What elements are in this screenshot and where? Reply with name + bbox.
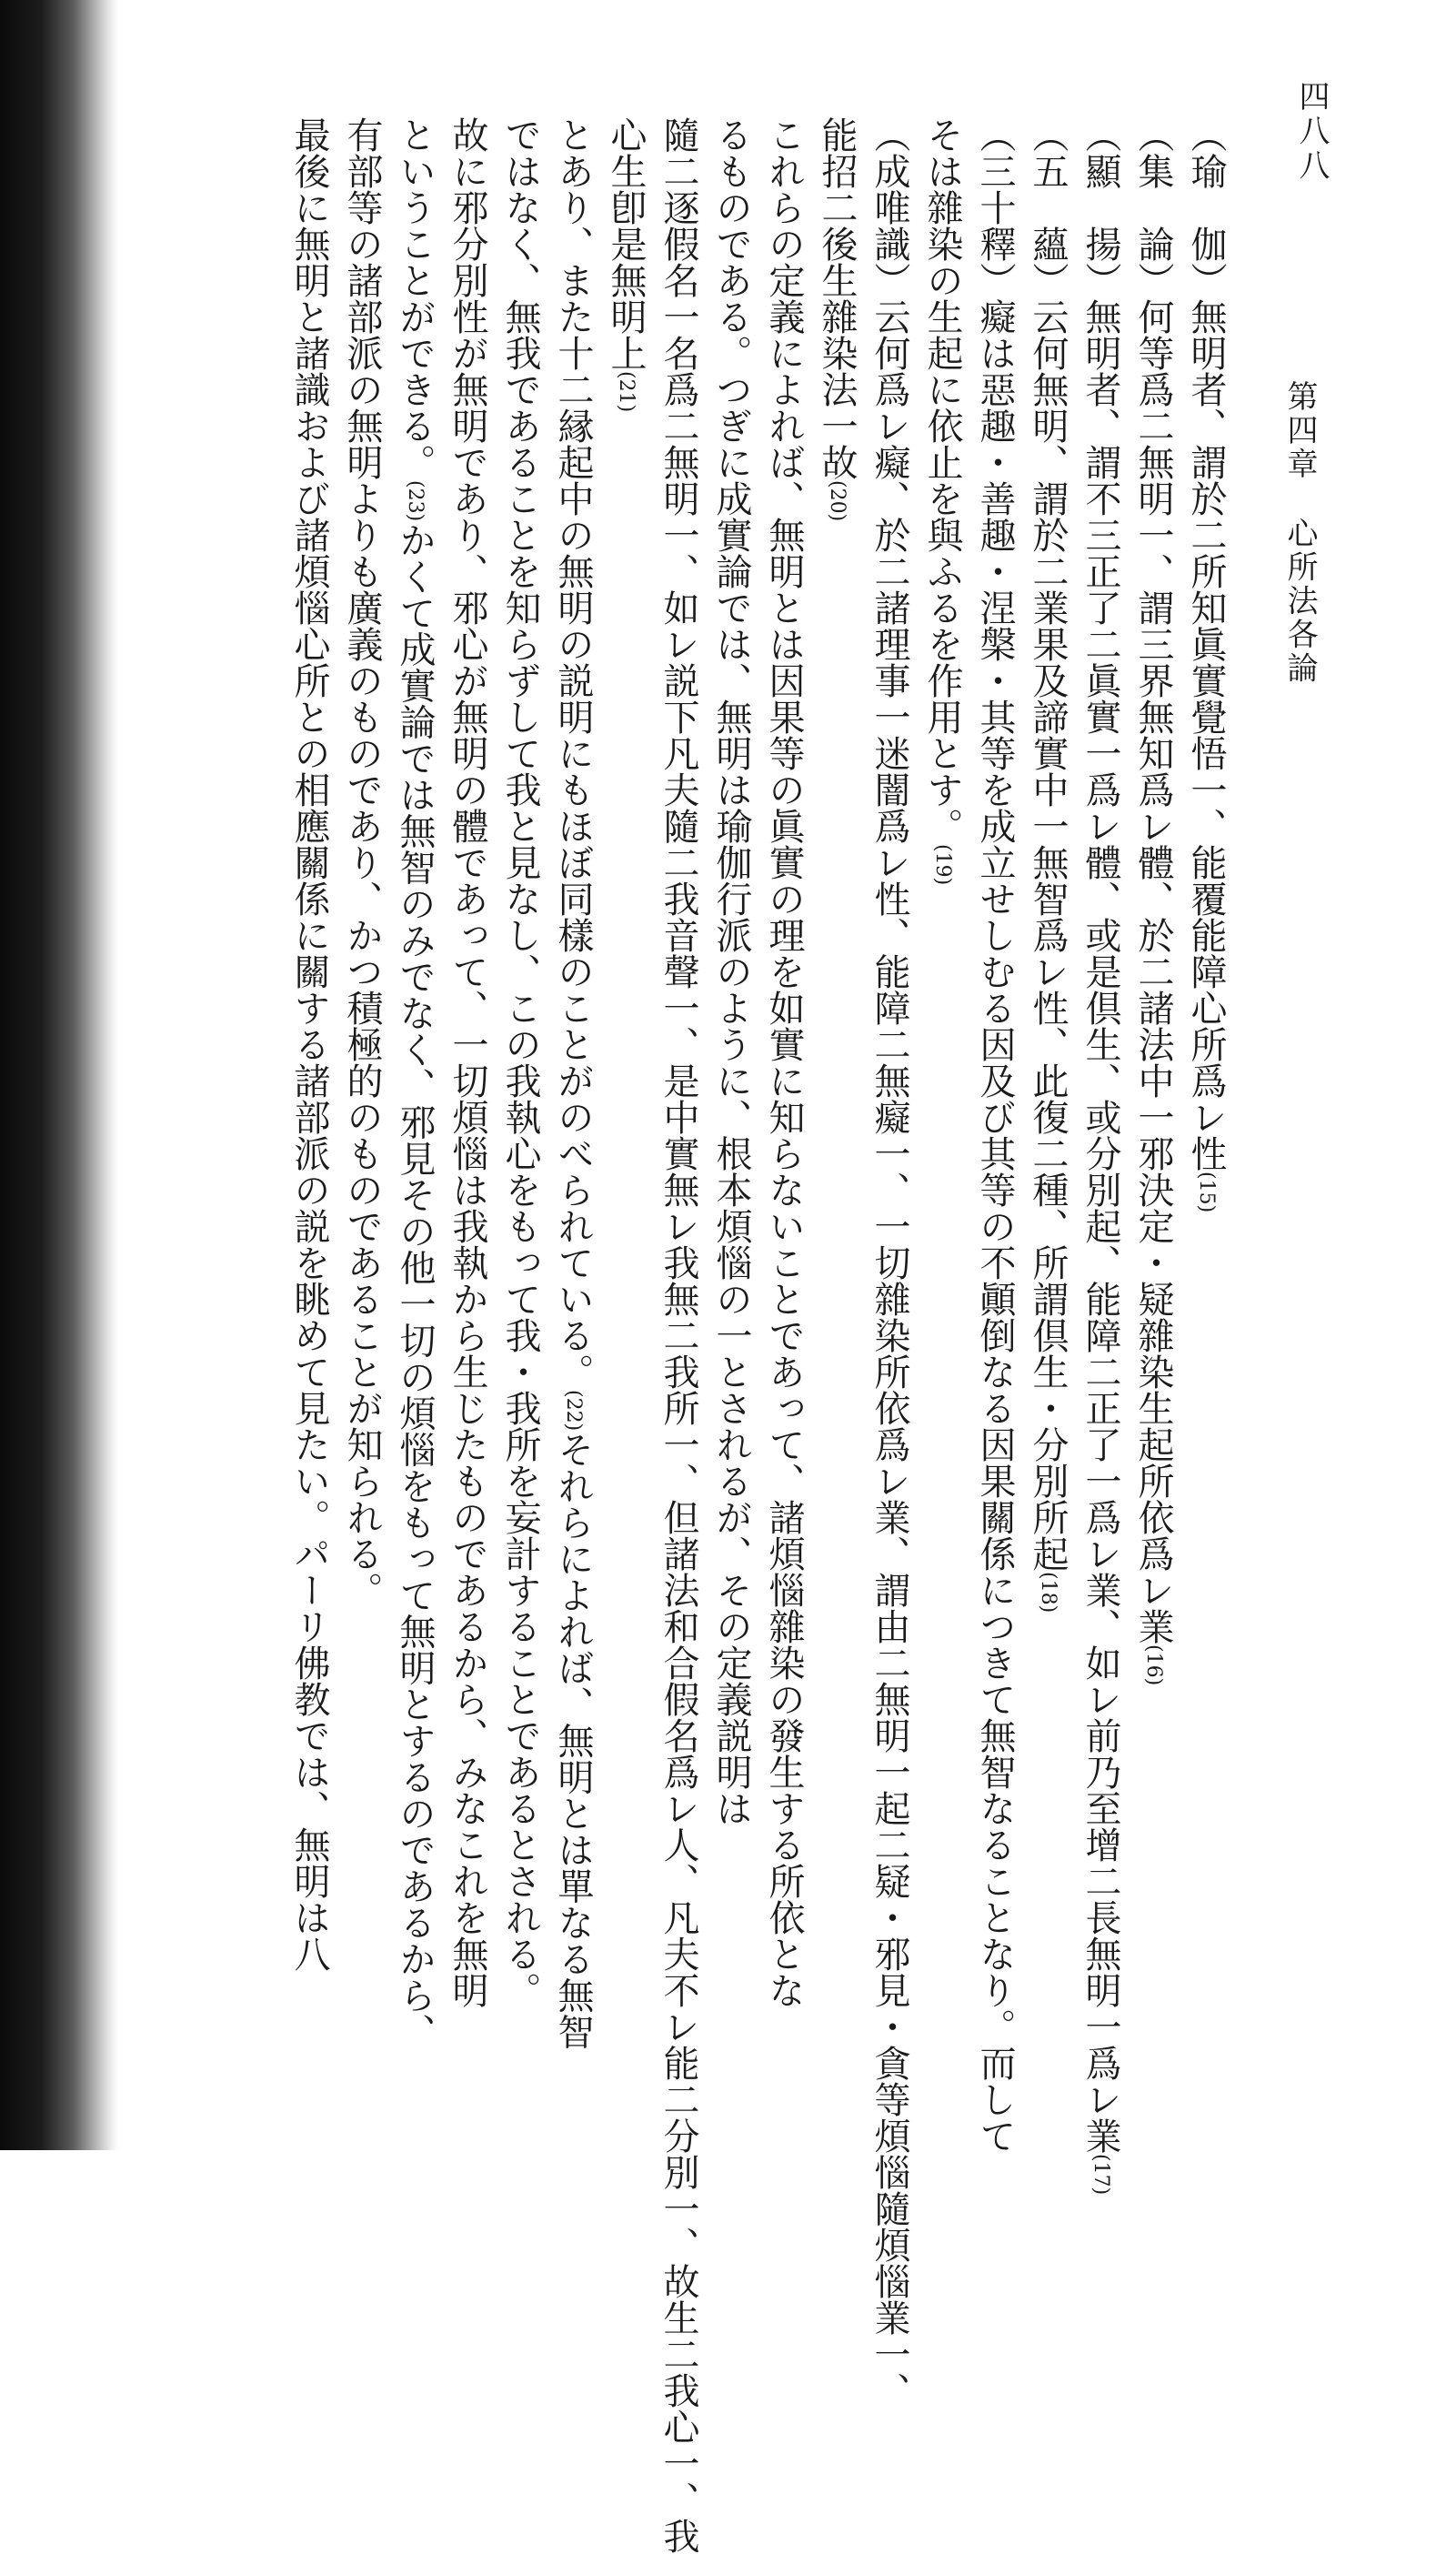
body-text	[186, 116, 1232, 2554]
text-line: 隨二逐假名一名爲二無明一、如レ説下凡夫隨二我音聲一、是中實無レ我無二我所一、但諸法和合假名爲レ人、凡夫不レ能二分別一、故生二我心一、我	[658, 116, 699, 2554]
footnote-ref: (23)	[404, 480, 427, 522]
chapter-label: 第四章	[1281, 380, 1318, 481]
text-line: （三十釋）癡は惡趣・善趣・涅槃・其等を成立せしむる因及び其等の不顚倒なる因果關係につきて無智なることなり。而して	[974, 116, 1016, 2154]
text-line: 故に邪分別性が無明であり、邪心が無明の體であって、一切煩惱は我執から生じたものであるから、みなこれを無明	[447, 116, 488, 2008]
text-line: 最後に無明と諸識および諸煩惱心所との相應關係に關する諸部派の説を眺めて見たい。パーリ佛教では、無明は八	[288, 116, 330, 1972]
text-line: （瑜 伽）無明者、謂於二所知眞實覺悟一、能覆能障心所爲レ性(15)	[1185, 116, 1227, 1213]
text-line: 能招二後生雜染法一故(20)	[816, 116, 858, 522]
footnote-ref: (21)	[615, 371, 638, 413]
text-line: 心生卽是無明上(21)	[605, 116, 647, 413]
footnote-ref: (22)	[562, 1390, 585, 1432]
footnote-ref: (17)	[1089, 2154, 1112, 2196]
text-line: 有部等の諸部派の無明よりも廣義のものであり、かつ積極的のものであることが知られる。	[341, 116, 383, 1608]
text-line: そは雜染の生起に依止を與ふるを作用とす。(19)	[921, 116, 963, 886]
text-line: （顯 揚）無明者、謂不三正了二眞實一爲レ體、或是倶生、或分別起、能障二正了一爲レ業、如レ前乃至增二長無明一爲レ業(17)	[1079, 116, 1121, 2196]
text-line: ではなく、無我であることを知らずして我と見なし、この我執心をもって我・我所を妄計することであるとされる。	[499, 116, 541, 2008]
text-line: （集 論）何等爲二無明一、謂三界無知爲レ體、於二諸法中一邪決定・疑雜染生起所依爲レ業(16)	[1132, 116, 1174, 1686]
footnote-ref: (16)	[1142, 1644, 1165, 1686]
footnote-ref: (20)	[826, 480, 848, 522]
text-line: これらの定義によれば、無明とは因果等の眞實の理を如實に知らないことであって、諸煩惱雜染の發生する所依とな	[763, 116, 805, 2008]
scan-binding-shadow	[0, 0, 118, 2150]
page-number: 四八八	[1293, 80, 1330, 184]
chapter-title: 心所法各論	[1281, 517, 1318, 686]
text-line: ということができる。(23)かくて成實論では無智のみでなく、邪見その他一切の煩惱をもって無明とするのであるから、	[394, 116, 436, 2050]
running-header	[1278, 380, 1322, 686]
text-line: るものである。つぎに成實論では、無明は瑜伽行派のように、根本煩惱の一とされるが、その定義説明は	[710, 116, 752, 1826]
text-line: （五 蘊）云何無明、謂於二業果及諦實中一無智爲レ性、此復二種、所謂倶生・分別所起(18)	[1027, 116, 1069, 1614]
footnote-ref: (19)	[931, 844, 954, 886]
footnote-ref: (15)	[1195, 1171, 1218, 1213]
text-line: （成唯識）云何爲レ癡、於二諸理事一迷闇爲レ性、能障二無癡一、一切雜染所依爲レ業、謂由二無明一起二疑・邪見・貪等煩惱隨煩惱業一、	[869, 116, 910, 2408]
footnote-ref: (18)	[1037, 1572, 1059, 1614]
text-line: とあり、また十二縁起中の無明の説明にもほぼ同樣のことがのべられている。(22)それらによれば、無明とは單なる無智	[552, 116, 594, 2050]
